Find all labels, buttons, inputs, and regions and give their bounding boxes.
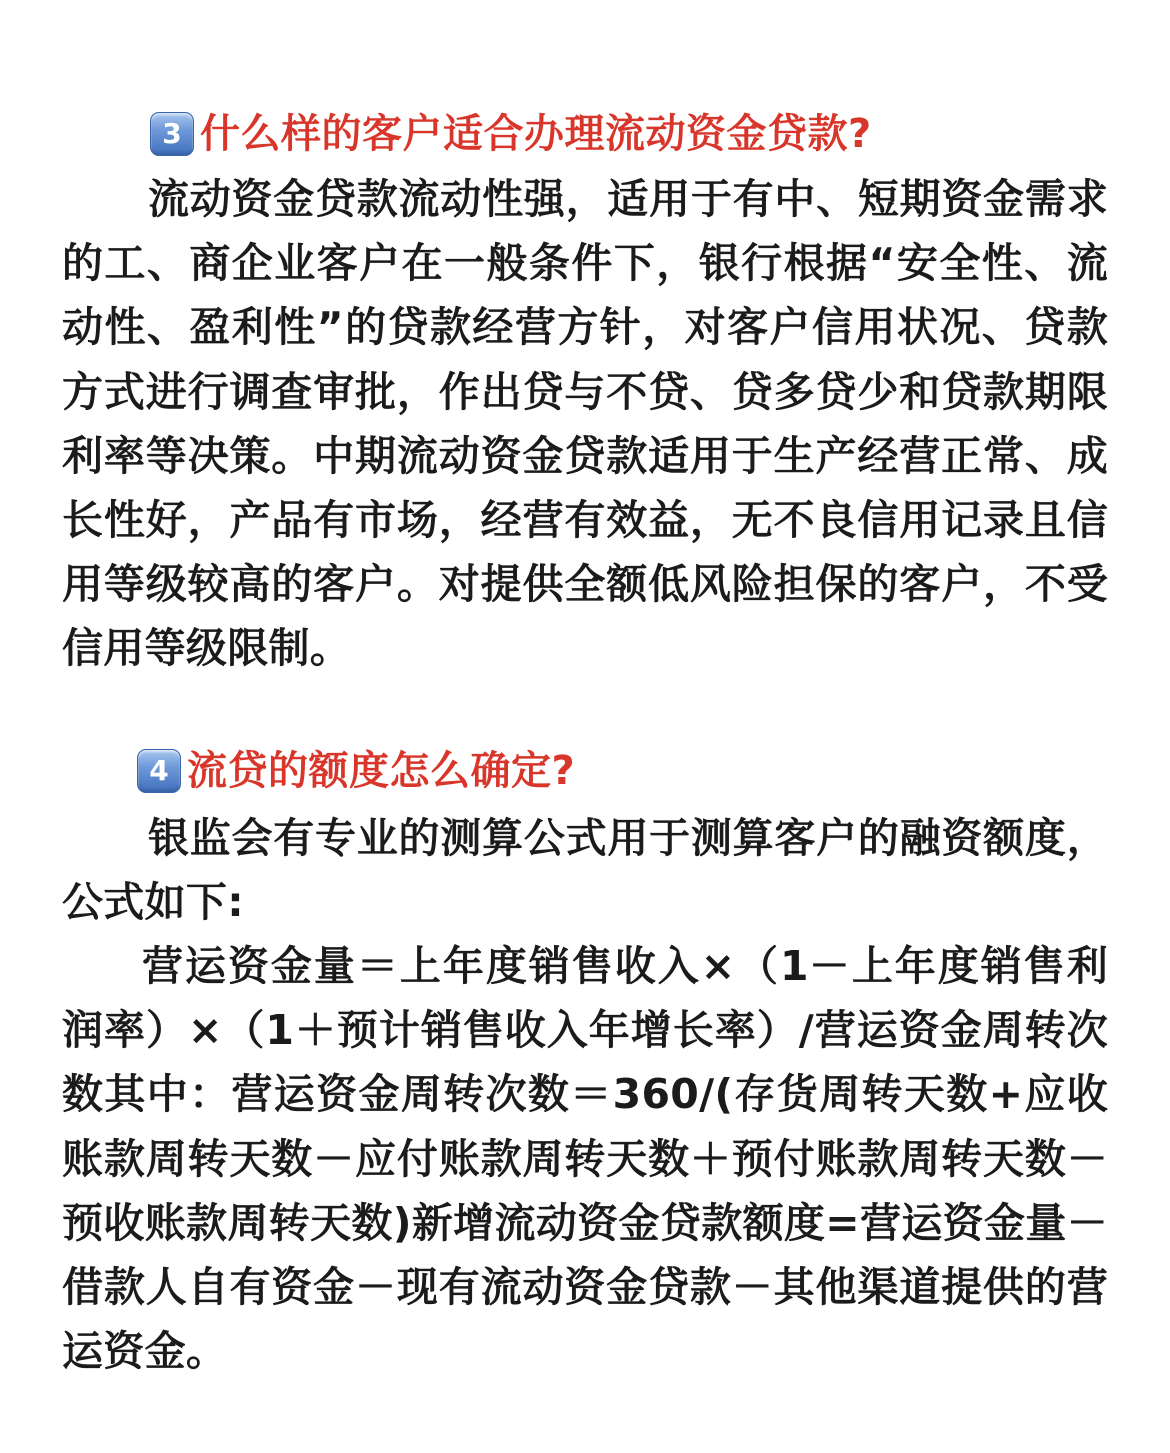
section-3-title: 什么样的客户适合办理流动资金贷款? [200, 111, 872, 157]
section-3-heading [150, 111, 872, 157]
keycap-3-icon: 3 [150, 112, 194, 156]
section-4-heading [137, 748, 575, 794]
section-4-intro: 银监会有专业的测算公式用于测算客户的融资额度，公式如下: [62, 814, 1108, 927]
section-4-formula: 营运资金量＝上年度销售收入×（1－上年度销售利润率）×（1＋预计销售收入年增长率）/营运资金周转次数其中：营运资金周转次数＝360/(存货周转天数+应收账款周转天数－应付账款周转天数＋预付账款周转天数－预收账款周转天数)新增流动资金贷款额度=营运资金量－借款人自有资金－现有流动资金贷款－其他渠道提供的营运资金。 [62, 942, 1108, 1376]
keycap-4-icon: 4 [137, 749, 181, 793]
section-3-body: 流动资金贷款流动性强，适用于有中、短期资金需求的工、商企业客户在一般条件下，银行根据“安全性、流动性、盈利性”的贷款经营方针，对客户信用状况、贷款方式进行调查审批，作出贷与不贷、贷多贷少和贷款期限利率等决策。中期流动资金贷款适用于生产经营正常、成长性好，产品有市场，经营有效益，无不良信用记录且信用等级较高的客户。对提供全额低风险担保的客户，不受信用等级限制。 [62, 175, 1108, 673]
section-4-title: 流贷的额度怎么确定? [187, 748, 576, 794]
